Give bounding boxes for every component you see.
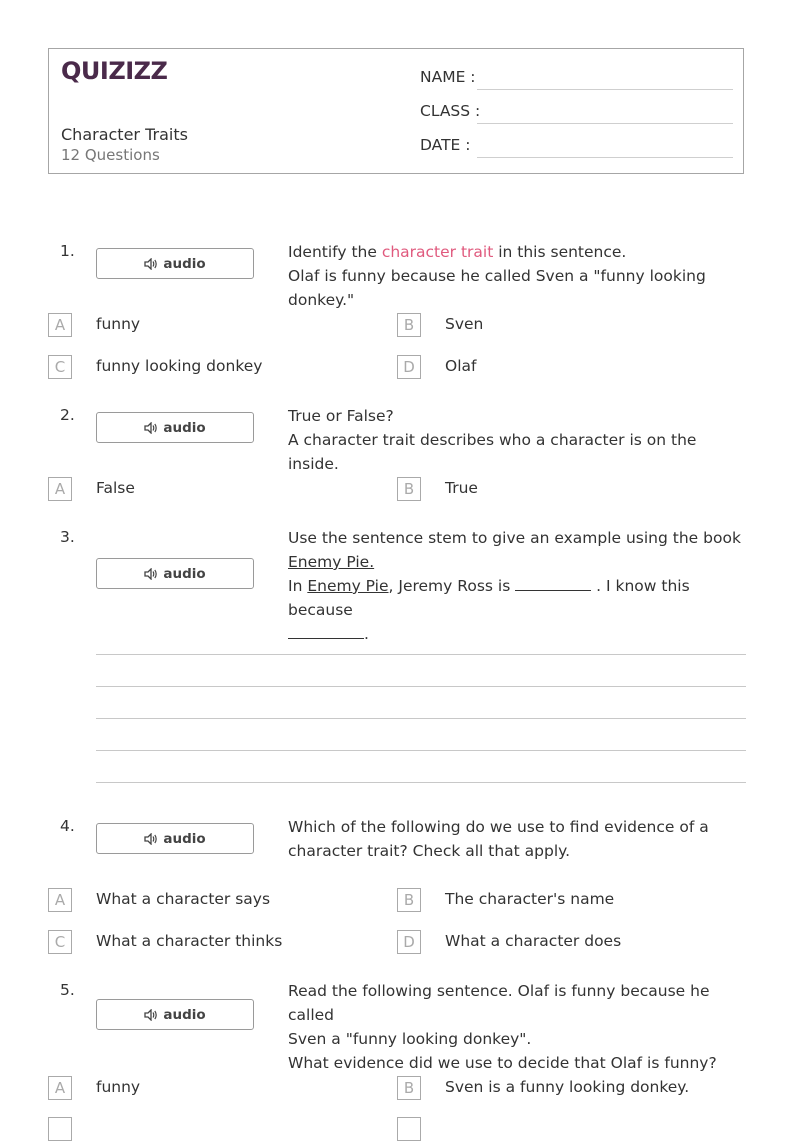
- audio-label: audio: [163, 419, 206, 436]
- option-letter[interactable]: [48, 1117, 72, 1141]
- option-letter[interactable]: D: [397, 355, 421, 379]
- audio-label: audio: [163, 1006, 206, 1023]
- blank-line[interactable]: [288, 622, 364, 639]
- speaker-icon: [144, 258, 157, 270]
- worksheet-header: [48, 48, 744, 174]
- answer-line[interactable]: [96, 654, 746, 655]
- audio-button[interactable]: [96, 248, 254, 279]
- option-text[interactable]: Sven: [445, 315, 484, 333]
- option-letter[interactable]: C: [48, 355, 72, 379]
- option-text[interactable]: The character's name: [445, 890, 615, 908]
- question-text: Identify the character trait in this sentence. Olaf is funny because he called Sven a "funny looking donkey.": [288, 243, 706, 309]
- audio-label: audio: [163, 830, 206, 847]
- option-letter[interactable]: [397, 1117, 421, 1141]
- option-letter[interactable]: C: [48, 930, 72, 954]
- audio-label: audio: [163, 255, 206, 272]
- speaker-icon: [144, 422, 157, 434]
- date-label: DATE :: [420, 136, 471, 154]
- name-field[interactable]: [477, 89, 733, 90]
- answer-line[interactable]: [96, 750, 746, 751]
- book-title: Enemy Pie.: [288, 553, 375, 571]
- option-text[interactable]: What a character thinks: [96, 932, 283, 950]
- answer-line[interactable]: [96, 686, 746, 687]
- audio-button[interactable]: [96, 412, 254, 443]
- option-text[interactable]: funny looking donkey: [96, 357, 263, 375]
- answer-line[interactable]: [96, 718, 746, 719]
- quizizz-logo: QUIZIZZ: [61, 57, 168, 85]
- option-text[interactable]: False: [96, 479, 135, 497]
- option-letter[interactable]: B: [397, 477, 421, 501]
- option-letter[interactable]: A: [48, 313, 72, 337]
- audio-label: audio: [163, 565, 206, 582]
- question-text: True or False? A character trait describes who a character is on the inside.: [288, 407, 697, 473]
- class-label: CLASS :: [420, 102, 481, 120]
- option-text[interactable]: What a character does: [445, 932, 622, 950]
- question-number: 2.: [60, 406, 75, 424]
- worksheet-title: Character Traits: [61, 125, 188, 144]
- option-letter[interactable]: A: [48, 888, 72, 912]
- option-text[interactable]: What a character says: [96, 890, 271, 908]
- option-letter[interactable]: D: [397, 930, 421, 954]
- question-number: 5.: [60, 981, 75, 999]
- audio-button[interactable]: [96, 558, 254, 589]
- question-text: Read the following sentence. Olaf is funny because he called Sven a "funny looking donkey". What evidence did we use to decide that Olaf is funny?: [288, 982, 717, 1072]
- question-number: 3.: [60, 528, 75, 546]
- audio-button[interactable]: [96, 999, 254, 1030]
- question-text: Use the sentence stem to give an example using the book Enemy Pie. In Enemy Pie, Jeremy Ross is . I know this because .: [288, 529, 741, 643]
- blank-line[interactable]: [515, 574, 591, 591]
- audio-button[interactable]: [96, 823, 254, 854]
- option-text[interactable]: funny: [96, 315, 141, 333]
- highlighted-term: character trait: [381, 243, 494, 261]
- option-text[interactable]: Olaf: [445, 357, 477, 375]
- option-letter[interactable]: B: [397, 1076, 421, 1100]
- question-count: 12 Questions: [61, 146, 160, 164]
- option-letter[interactable]: A: [48, 1076, 72, 1100]
- name-label: NAME :: [420, 68, 476, 86]
- option-text[interactable]: True: [445, 479, 478, 497]
- question-text: Which of the following do we use to find evidence of a character trait? Check all that apply.: [288, 818, 709, 860]
- answer-line[interactable]: [96, 782, 746, 783]
- class-field[interactable]: [477, 123, 733, 124]
- speaker-icon: [144, 1009, 157, 1021]
- book-title: Enemy Pie: [307, 577, 389, 595]
- speaker-icon: [144, 568, 157, 580]
- option-letter[interactable]: B: [397, 313, 421, 337]
- option-text[interactable]: funny: [96, 1078, 141, 1096]
- question-number: 1.: [60, 242, 75, 260]
- option-text[interactable]: Sven is a funny looking donkey.: [445, 1078, 690, 1096]
- option-letter[interactable]: A: [48, 477, 72, 501]
- option-letter[interactable]: B: [397, 888, 421, 912]
- date-field[interactable]: [477, 157, 733, 158]
- speaker-icon: [144, 833, 157, 845]
- question-number: 4.: [60, 817, 75, 835]
